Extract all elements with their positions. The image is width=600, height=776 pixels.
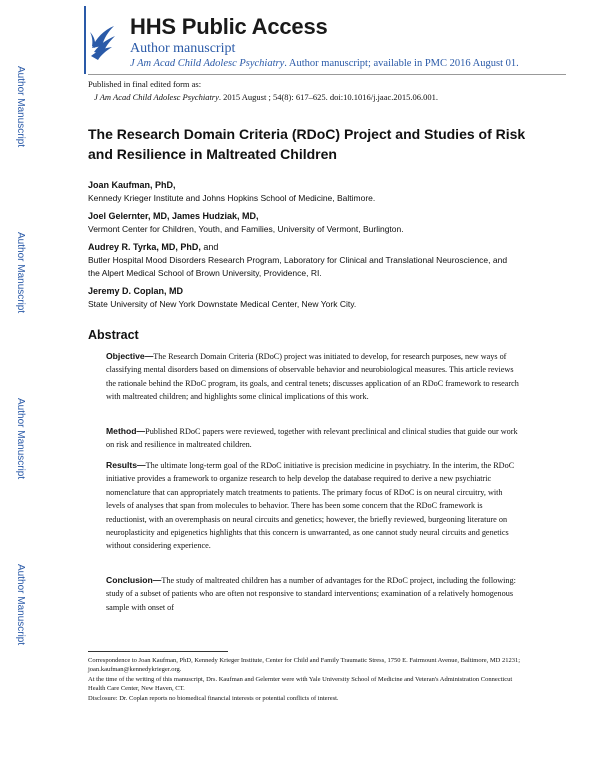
header-accent-rule	[84, 6, 86, 74]
author-affiliation: State University of New York Downstate Medical Center, New York City.	[88, 299, 357, 309]
sidebar-label-author-manuscript: Author Manuscript	[15, 564, 26, 646]
abstract-method	[106, 425, 520, 452]
conclusion-text: The study of maltreated children has a number of advantages for the RDoC project, including the following: study of a subset of patients who are often not responsive to standard interventions; examination of a relatively homogenous sample with onset of	[106, 576, 516, 612]
conclusion-label: Conclusion—	[106, 575, 162, 585]
sidebar-label-author-manuscript: Author Manuscript	[15, 398, 26, 480]
published-label: Published in final edited form as:	[88, 79, 202, 89]
citation-details: . 2015 August ; 54(8): 617–625. doi:10.1016/j.jaac.2015.06.001.	[218, 92, 438, 102]
author-entry	[88, 178, 518, 205]
results-text: The ultimate long-term goal of the RDoC initiative is precision medicine in psychiatry. In the interim, the RDoC initiative provides a framework to organize research to help develop the database required to derive a new psychiatric nomenclature that can appropriately match treatments to patients. The primary focus of RDoC is on neural circuitry, with levels of analyses that span from molecules to behavior. There has been some concern that the RDoC framework is reductionist, with an overemphasis on neural circuits and genetics; however, the briefly reviewed, burgeoning literature on neuroplasticity and epigenetics highlights that this concern is unwarranted, as one cannot study neural circuits and genetics without considering experience.	[106, 461, 515, 551]
hhs-eagle-logo-icon	[88, 20, 118, 62]
citation-line	[94, 92, 438, 102]
footnote-divider	[88, 651, 228, 652]
author-affiliation: Butler Hospital Mood Disorders Research Program, Laboratory for Clinical and Translational Neuroscience, and the Alpert Medical School of Brown University, Providence, RI.	[88, 255, 508, 278]
author-entry	[88, 240, 518, 280]
journal-availability-line	[130, 58, 519, 69]
author-name: Jeremy D. Coplan, MD	[88, 286, 184, 296]
author-affiliation: Vermont Center for Children, Youth, and Families, University of Vermont, Burlington.	[88, 224, 404, 234]
journal-name: J Am Acad Child Adolesc Psychiatry	[130, 58, 285, 69]
author-affiliation: Kennedy Krieger Institute and Johns Hopkins School of Medicine, Baltimore.	[88, 193, 376, 203]
citation-journal: J Am Acad Child Adolesc Psychiatry	[94, 92, 219, 102]
sidebar-label-author-manuscript: Author Manuscript	[15, 232, 26, 314]
author-name: Joel Gelernter, MD, James Hudziak, MD,	[88, 211, 259, 221]
objective-text: The Research Domain Criteria (RDoC) project was initiated to develop, for research purposes, new ways of classifying mental disorders based on dimensions of observable behavior and neurobiological measures. This article reviews the rationale behind the RDoC program, its goals, and central tenets; discusses application of an RDoC framework to research with maltreated children; and highlights some clinical implications of this work.	[106, 352, 519, 402]
method-text: Published RDoC papers were reviewed, together with relevant preclinical and clinical studies that guide our work on risk and resilience in maltreated children.	[106, 427, 518, 450]
abstract-objective	[106, 350, 520, 404]
author-manuscript-label: Author manuscript	[130, 41, 236, 56]
results-label: Results—	[106, 460, 146, 470]
hhs-public-access-title: HHS Public Access	[130, 14, 328, 39]
availability-text: . Author manuscript; available in PMC 2016 August 01.	[284, 58, 519, 69]
author-conjunction: and	[200, 242, 219, 252]
article-title: The Research Domain Criteria (RDoC) Project and Studies of Risk and Resilience in Maltreated Children	[88, 126, 526, 162]
footnote-affiliation-note: At the time of the writing of this manuscript, Drs. Kaufman and Gelernter were with Yale University School of Medicine and Veteran's Administration Connecticut Health Care Center, New Haven, CT.	[88, 675, 513, 693]
method-label: Method—	[106, 426, 146, 436]
author-entry	[88, 209, 518, 236]
sidebar-label-author-manuscript: Author Manuscript	[15, 66, 26, 148]
header-divider	[88, 74, 566, 75]
abstract-results	[106, 459, 520, 553]
footnote-disclosure: Disclosure: Dr. Coplan reports no biomedical financial interests or potential conflicts of interest.	[88, 694, 339, 702]
footnote-correspondence: Correspondence to Joan Kaufman, PhD, Kennedy Krieger Institute, Center for Child and Family Traumatic Stress, 1750 E. Fairmount Avenue, Baltimore, MD 21231; joan.kaufman@kennedykrieger.org.	[88, 657, 521, 674]
objective-label: Objective—	[106, 351, 154, 361]
footnotes	[88, 656, 528, 703]
author-name-line	[88, 240, 518, 254]
abstract-conclusion	[106, 574, 520, 614]
author-name: Joan Kaufman, PhD,	[88, 180, 176, 190]
author-entry	[88, 284, 518, 311]
author-name: Audrey R. Tyrka, MD, PhD,	[88, 242, 201, 252]
abstract-heading: Abstract	[88, 328, 139, 342]
